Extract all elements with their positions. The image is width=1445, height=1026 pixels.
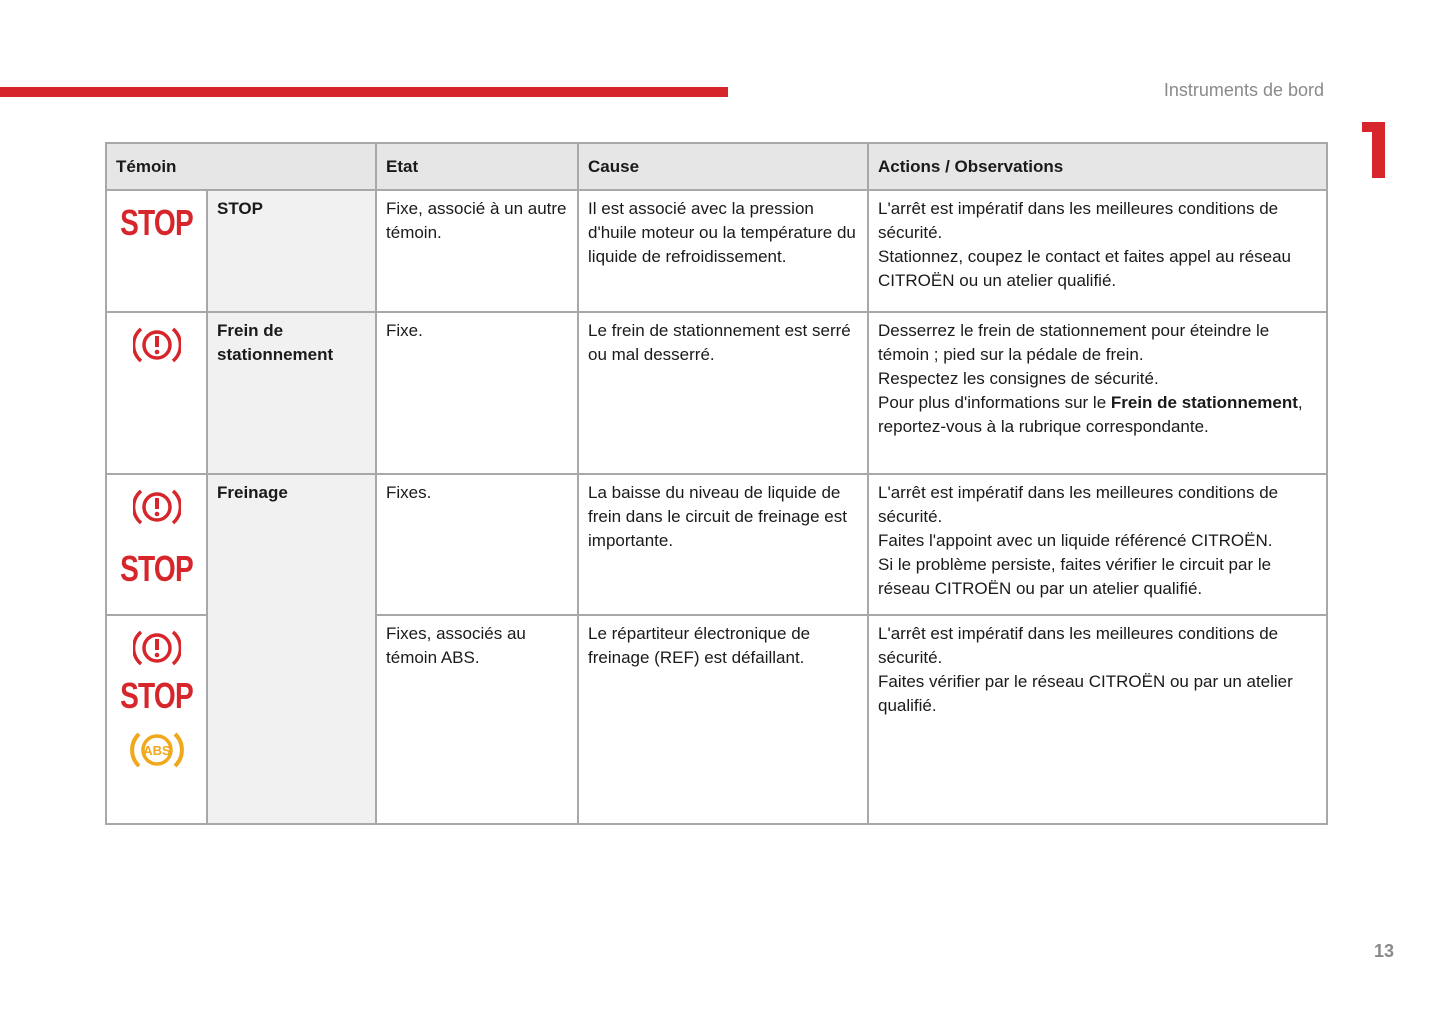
etat-cell: Fixe. [376,312,578,474]
etat-cell: Fixes. [376,474,578,615]
table-row [106,190,1327,312]
brake-icon [133,487,181,527]
table-header-row [106,143,1327,190]
brake-icon [133,628,181,668]
header-actions: Actions / Observations [868,143,1327,190]
actions-cell [868,190,1327,312]
etat-cell: Fixes, associés au témoin ABS. [376,615,578,824]
link-frein-de-stationnement: Frein de stationnement [1110,393,1298,412]
icon-cell [106,312,207,474]
cause-cell: Il est associé avec la pression d'huile moteur ou la température du liquide de refroidissement. [578,190,868,312]
action-line: L'arrêt est impératif dans les meilleures conditions de sécurité. [878,624,1279,667]
parking-brake-icon [133,325,181,365]
action-line: Desserrez le frein de stationnement pour éteindre le témoin ; pied sur la pédale de frein. [878,321,1270,364]
actions-cell [868,615,1327,824]
stop-icon: STOP [120,202,193,243]
warning-lights-table [105,142,1328,825]
light-name: STOP [207,190,376,312]
icon-cell [106,474,207,615]
chapter-number-1 [1362,122,1386,178]
action-line: L'arrêt est impératif dans les meilleures conditions de sécurité. [878,483,1279,526]
stop-icon: STOP [120,548,193,589]
header-cause: Cause [578,143,868,190]
action-line: L'arrêt est impératif dans les meilleures conditions de sécurité. [878,199,1279,242]
table-row [106,312,1327,474]
cause-cell: Le frein de stationnement est serré ou mal desserré. [578,312,868,474]
action-line: Faites vérifier par le réseau CITROËN ou par un atelier qualifié. [878,672,1293,715]
icon-cell [106,615,207,824]
header-etat: Etat [376,143,578,190]
abs-icon [127,728,187,772]
stop-icon: STOP [120,675,193,716]
page-number: 13 [1374,941,1395,961]
action-line: Faites l'appoint avec un liquide référencé CITROËN. [878,531,1273,550]
header-red-bar [0,87,728,97]
action-text: , reportez-vous à la rubrique correspondante. [878,393,1303,436]
actions-cell [868,474,1327,615]
section-title: Instruments de bord [1163,80,1324,100]
action-line [878,391,1317,439]
svg-text:ABS: ABS [142,743,171,758]
action-line: Respectez les consignes de sécurité. [878,369,1159,388]
icon-cell [106,190,207,312]
table-row [106,474,1327,615]
etat-cell: Fixe, associé à un autre témoin. [376,190,578,312]
action-line: Si le problème persiste, faites vérifier le circuit par le réseau CITROËN ou par un atelier qualifié. [878,555,1272,598]
cause-cell: La baisse du niveau de liquide de frein dans le circuit de freinage est importante. [578,474,868,615]
cause-cell: Le répartiteur électronique de freinage (REF) est défaillant. [578,615,868,824]
header-temoin: Témoin [106,143,376,190]
light-name: Frein de stationnement [207,312,376,474]
action-line: Stationnez, coupez le contact et faites appel au réseau CITROËN ou un atelier qualifié. [878,247,1292,290]
actions-cell [868,312,1327,474]
light-name: Freinage [207,474,376,824]
action-text: Pour plus d'informations sur le [878,393,1111,412]
